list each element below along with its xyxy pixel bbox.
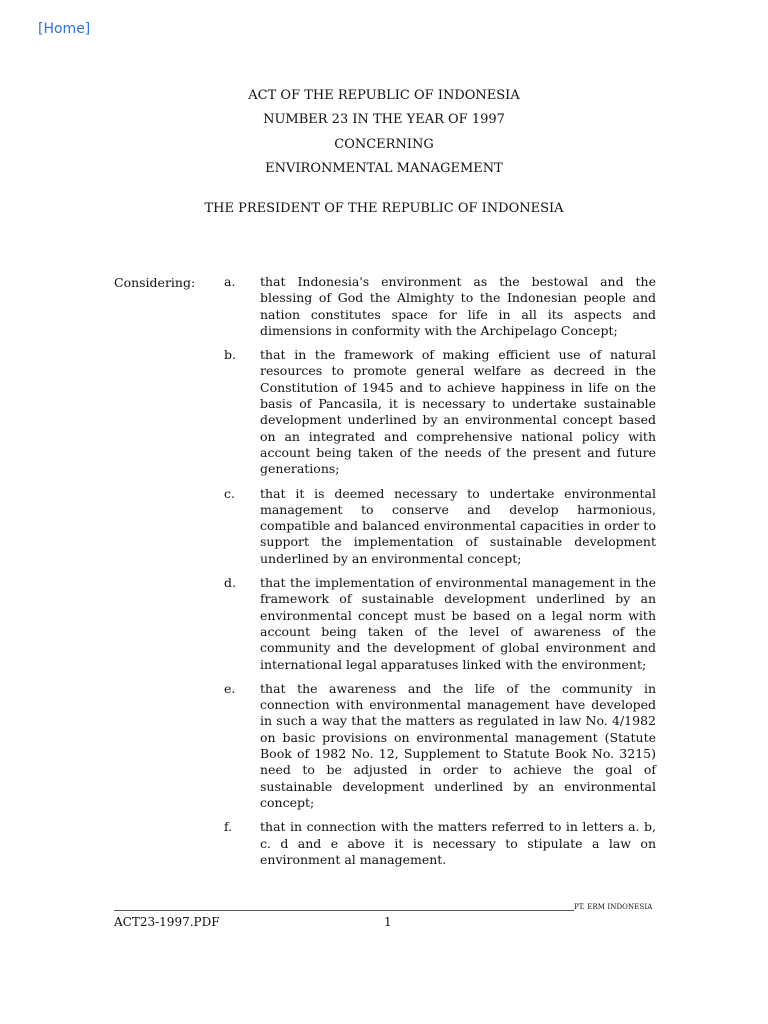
clause-a xyxy=(224,274,656,339)
page-number: 1 xyxy=(384,915,392,929)
footer-company: PT. ERM INDONESIA xyxy=(574,903,653,911)
clause-c xyxy=(224,486,656,567)
footer-filename: ACT23-1997.PDF xyxy=(114,915,220,929)
title-line-act: ACT OF THE REPUBLIC OF INDONESIA xyxy=(248,88,520,103)
considering-label: Considering: xyxy=(114,275,196,290)
clause-e xyxy=(224,681,656,811)
footer-divider xyxy=(114,910,574,911)
document-title xyxy=(0,84,768,182)
clause-letter: e. xyxy=(224,680,236,696)
clause-text: that the implementation of environmental management in the framework of sustainable development underlined by an environmental concept must be based on a legal norm with account being taken of the level of awareness of the community and the development of global environment and international legal apparatuses linked with the environment; xyxy=(260,575,656,672)
president-heading: THE PRESIDENT OF THE REPUBLIC OF INDONESIA xyxy=(204,201,564,216)
clause-letter: f. xyxy=(224,819,233,835)
clause-text: that in connection with the matters referred to in letters a. b, c. d and e above it is necessary to stipulate a law on environment al management. xyxy=(260,819,656,867)
title-line-concerning: CONCERNING xyxy=(334,136,434,152)
clause-letter: c. xyxy=(224,485,235,501)
clause-f xyxy=(224,819,656,868)
clause-b xyxy=(224,347,656,477)
title-line-subject: ENVIRONMENTAL MANAGEMENT xyxy=(265,161,503,177)
title-line-number: NUMBER 23 IN THE YEAR OF 1997 xyxy=(263,112,505,128)
clause-letter: d. xyxy=(224,575,236,591)
clause-text: that the awareness and the life of the community in connection with environmental management have developed in such a way that the matters as regulated in law No. 4/1982 on basic provisions on environmental management (Statute Book of 1982 No. 12, Supplement to Statute Book No. 3215) need to be adjusted in order to achieve the goal of sustainable development underlined by an environmental concept; xyxy=(260,680,656,810)
clause-text: that in the framework of making efficient use of natural resources to promote general welfare as decreed in the Constitution of 1945 and to achieve happiness in life on the basis of Pancasila, it is necessary to undertake sustainable development underlined by an environmental concept based on an integrated and comprehensive national policy with account being taken of the needs of the present and future generations; xyxy=(260,347,656,477)
clause-text: that Indonesia's environment as the bestowal and the blessing of God the Almighty to the Indonesian people and nation constitutes space for life in all its aspects and dimensions in conformity with the Archipelago Concept; xyxy=(260,274,656,338)
clause-d xyxy=(224,575,656,673)
clause-text: that it is deemed necessary to undertake environmental management to conserve and develop harmonious, compatible and balanced environmental capacities in order to support the implementation of sustainable development underlined by an environmental concept; xyxy=(260,485,656,566)
clause-letter: a. xyxy=(224,274,236,289)
home-link[interactable]: [Home] xyxy=(38,21,91,37)
clause-letter: b. xyxy=(224,347,236,363)
considering-clauses xyxy=(224,274,656,876)
